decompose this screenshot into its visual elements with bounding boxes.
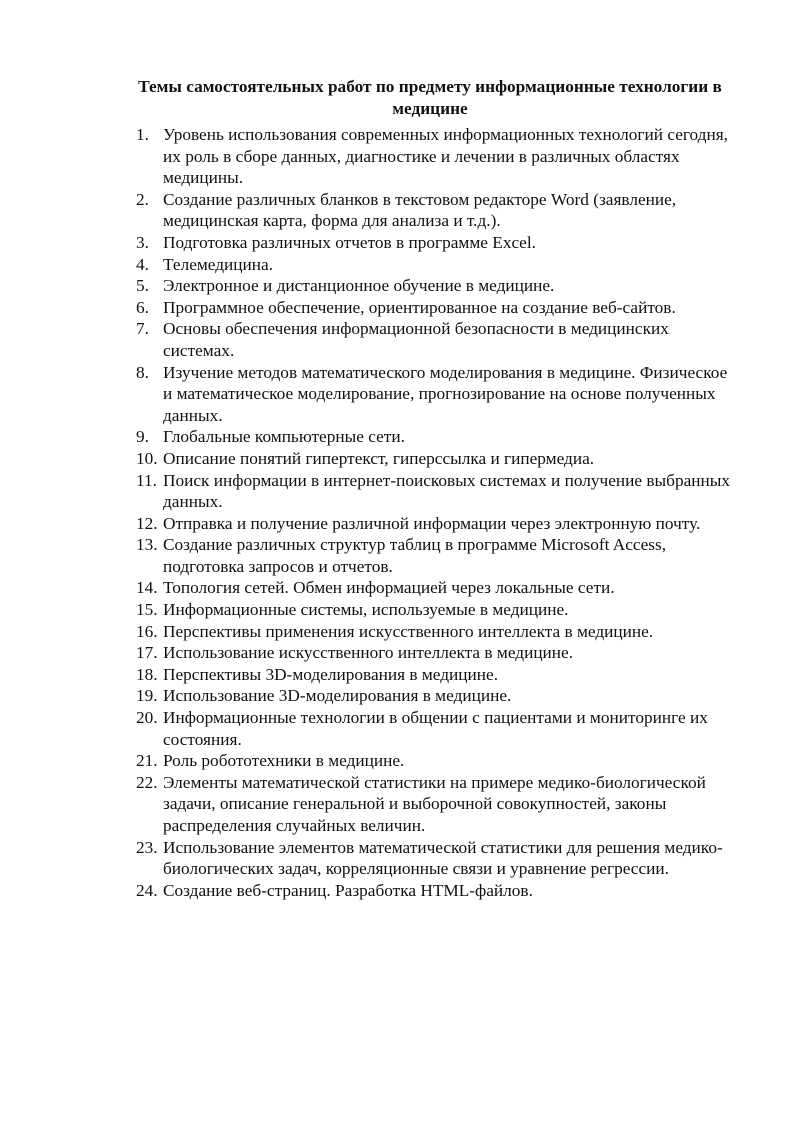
list-item-number: 5.: [136, 276, 149, 296]
list-item-number: 20.: [136, 708, 158, 728]
list-item-number: 8.: [136, 362, 149, 382]
list-item: [0, 534, 740, 577]
list-item-number: 14.: [136, 578, 158, 598]
list-item-text: Использование искусственного интеллекта в медицине.: [163, 643, 574, 663]
list-item-number: 19.: [136, 686, 158, 706]
list-item-number: 6.: [136, 297, 149, 317]
list-item-text: Перспективы применения искусственного интеллекта в медицине.: [163, 621, 654, 641]
list-item: [0, 750, 740, 772]
list-item: [0, 275, 740, 297]
list-item: [0, 685, 740, 707]
list-item: [0, 599, 740, 621]
list-item: [0, 707, 740, 750]
list-item: [0, 470, 740, 513]
topic-list: [0, 124, 740, 901]
list-item-number: 9.: [136, 427, 149, 447]
list-item-text: Перспективы 3D-моделирования в медицине.: [163, 664, 499, 684]
list-item-text: Электронное и дистанционное обучение в медицине.: [163, 276, 555, 296]
list-item-text: Изучение методов математического моделирования в медицине. Физическое и математическое моделирование, прогнозирование на основе полученных данных.: [163, 362, 728, 425]
list-item-number: 15.: [136, 600, 158, 620]
list-item-text: Подготовка различных отчетов в программе Excel.: [163, 232, 536, 252]
list-item-number: 11.: [136, 470, 157, 490]
list-item-text: Создание различных структур таблиц в программе Microsoft Access, подготовка запросов и отчетов.: [163, 535, 667, 576]
list-item: [0, 513, 740, 535]
list-item: [0, 254, 740, 276]
list-item: [0, 232, 740, 254]
list-item-number: 22.: [136, 772, 158, 792]
list-item-number: 13.: [136, 535, 158, 555]
list-item-number: 10.: [136, 448, 158, 468]
list-item-text: Поиск информации в интернет-поисковых системах и получение выбранных данных.: [163, 470, 731, 512]
list-item: [0, 362, 740, 427]
list-item: [0, 448, 740, 470]
list-item: [0, 297, 740, 319]
list-item-number: 16.: [136, 621, 158, 641]
list-item-text: Роль робототехники в медицине.: [163, 751, 405, 771]
list-item: [0, 124, 740, 189]
list-item: [0, 837, 740, 880]
list-item: [0, 621, 740, 643]
list-item-number: 24.: [136, 880, 158, 900]
list-item-number: 7.: [136, 319, 149, 339]
list-item-text: Информационные технологии в общении с пациентами и мониторинге их состояния.: [163, 708, 708, 749]
document-title: Темы самостоятельных работ по предмету информационные технологии в медицине: [138, 77, 722, 118]
list-item-number: 17.: [136, 643, 158, 663]
list-item-text: Информационные системы, используемые в медицине.: [163, 600, 569, 620]
list-item-text: Использование 3D-моделирования в медицине.: [163, 686, 512, 706]
list-item-text: Глобальные компьютерные сети.: [163, 427, 405, 447]
list-item-text: Телемедицина.: [163, 254, 274, 274]
list-item-number: 21.: [136, 751, 158, 771]
list-item-text: Элементы математической статистики на примере медико-биологической задачи, описание генеральной и выборочной совокупностей, законы распределения случайных величин.: [163, 772, 706, 835]
list-item: [0, 642, 740, 664]
list-item-text: Использование элементов математической статистики для решения медико-биологических задач, корреляционные связи и уравнение регрессии.: [163, 837, 723, 879]
list-item-number: 23.: [136, 837, 158, 857]
list-item: [0, 880, 740, 902]
list-item-number: 1.: [136, 125, 149, 144]
list-item-text: Отправка и получение различной информации через электронную почту.: [163, 513, 701, 533]
list-item-number: 3.: [136, 232, 149, 252]
list-item: [0, 772, 740, 837]
list-item-text: Создание веб-страниц. Разработка HTML-файлов.: [163, 880, 533, 900]
list-item-number: 4.: [136, 254, 149, 274]
list-item-text: Создание различных бланков в текстовом редакторе Word (заявление, медицинская карта, форма для анализа и т.д.).: [163, 189, 677, 231]
list-item: [0, 664, 740, 686]
list-item: [0, 577, 740, 599]
list-item-number: 12.: [136, 513, 158, 533]
list-item: [0, 318, 740, 361]
list-item-text: Уровень использования современных информационных технологий сегодня, их роль в сборе данных, диагностике и лечении в различных областях медицины.: [163, 125, 728, 188]
list-item: [0, 426, 740, 448]
list-item-number: 2.: [136, 189, 149, 209]
list-item: [0, 189, 740, 232]
list-item-text: Программное обеспечение, ориентированное на создание веб-сайтов.: [163, 297, 676, 317]
list-item-text: Основы обеспечения информационной безопасности в медицинских системах.: [163, 319, 669, 360]
list-item-number: 18.: [136, 664, 158, 684]
list-item-text: Описание понятий гипертекст, гиперссылка и гипермедиа.: [163, 448, 595, 468]
list-item-text: Топология сетей. Обмен информацией через локальные сети.: [163, 578, 615, 598]
